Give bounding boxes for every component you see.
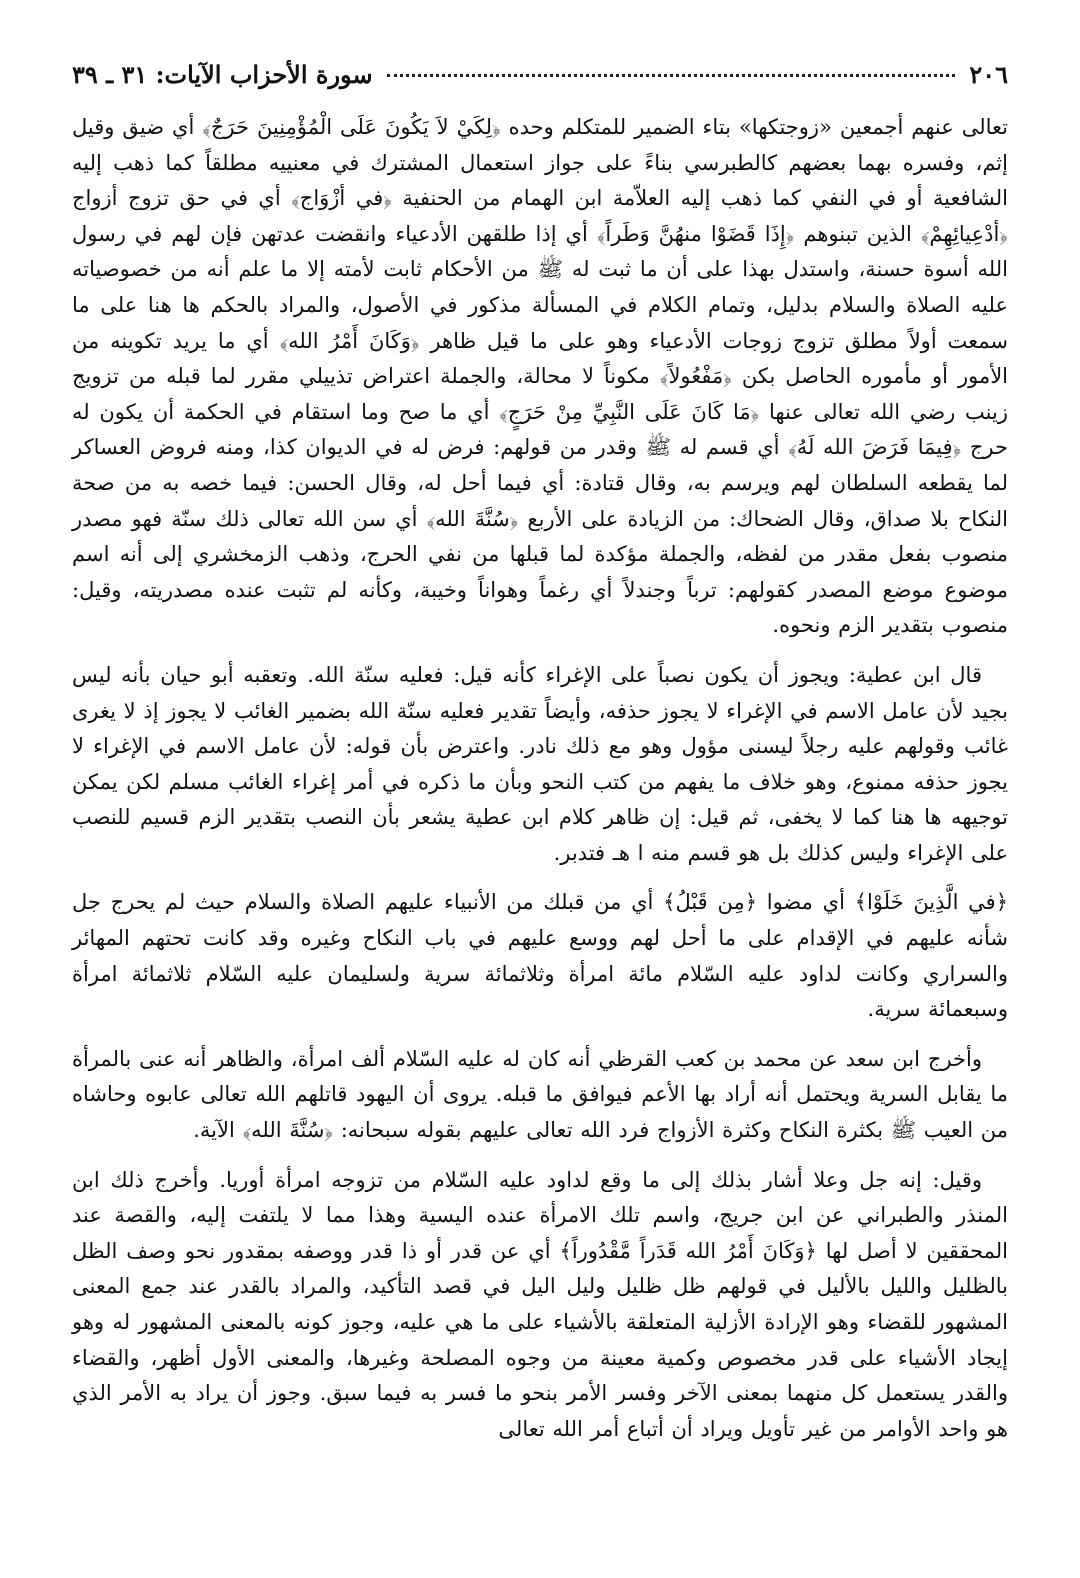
- page-number: ٢٠٦: [969, 60, 1008, 89]
- paragraph-2: قال ابن عطية: ويجوز أن يكون نصباً على الإغراء كأنه قيل: فعليه سنّة الله. وتعقبه أبو حيان بأنه ليس بجيد لأن عامل الاسم في الإغراء لا يجوز حذفه، وأيضاً تقدير فعليه سنّة الله بضمير الغائب لا يجوز إذ لا يغرى غائب وقولهم عليه رجلاً ليسنى مؤول وهو مع ذلك نادر. واعترض بأن قوله: لأن عامل الاسم في الإغراء لا يجوز حذفه ممنوع، وهو خلاف ما يفهم من كتب النحو وبأن ما ذكره في أمر إغراء الغائب مسلم لكن يمكن توجيهه ها هنا كما لا يخفى، ثم قيل: إن ظاهر كلام ابن عطية يشعر بأن النصب بتقدير الزم قسيم للنصب على الإغراء وليس كذلك بل هو قسم منه ا هـ فتدبر.: [72, 662, 1008, 865]
- running-header: [72, 60, 1008, 104]
- paragraph-5: وقيل: إنه جل وعلا أشار بذلك إلى ما وقع لداود عليه السّلام من تزوجه امرأة أوريا. وأخرج ذلك ابن المنذر والطبراني عن ابن جريج، واسم تلك الامرأة عنده اليسية وهذا مما لا يلتفت إليه، والقصة عند المحققين لا أصل لها ﴿وَكَانَ أَمْرُ الله قَدَراً مَّقْدُوراً﴾ أي عن قدر أو ذا قدر ووصفه بمقدور نحو وصف الظل بالظليل والليل بالأليل في قولهم ظل ظليل وليل اليل في قصد التأكيد، والمراد بالقدر عند جمع المعنى المشهور للقضاء وهو الإرادة الأزلية المتعلقة بالأشياء على ما هي عليه، وجوز كونه بالمعنى المشهور له وهو إيجاد الأشياء على قدر مخصوص وكمية معينة من وجوه المصلحة وغيرها، والمعنى الأول أظهر، والقضاء والقدر يستعمل كل منهما بمعنى الآخر وفسر الأمر بنحو ما فسر به فيما سبق. وجوز أن يراد به الأمر الذي هو واحد الأوامر من غير تأويل ويراد أن أتباع أمر الله تعالى: [72, 1167, 1008, 1441]
- paragraph-1: تعالى عنهم أجمعين «زوجتكها» بتاء الضمير للمتكلم وحده ﴿لِكَيْ لاَ يَكُونَ عَلَى الْمُؤْمِنِينَ حَرَجٌ﴾ أي ضيق وقيل إثم، وفسره بهما بعضهم كالطبرسي بناءً على جواز استعمال المشترك في معنييه مطلقاً كما ذهب إليه الشافعية أو في النفي كما ذهب إليه العلاّمة ابن الهمام من الحنفية ﴿في أزْوَاج﴾ أي في حق تزوج أزواج ﴿أدْعِيائِهِمْ﴾ الذين تبنوهم ﴿إِذَا قَضَوْا منهُنَّ وَطَراً﴾ أي إذا طلقهن الأدعياء وانقضت عدتهن فإن لهم في رسول الله أسوة حسنة، واستدل بهذا على أن ما ثبت له ﷺ من الأحكام ثابت لأمته إلا ما علم أنه من خصوصياته عليه الصلاة والسلام بدليل، وتمام الكلام في المسألة مذكور في الأصول، والمراد بالحكم ها هنا على ما سمعت أولاً مطلق تزوج زوجات الأدعياء وهو على ما قيل ظاهر ﴿وَكَانَ أَمْرُ الله﴾ أي ما يريد تكوينه من الأمور أو مأموره الحاصل بكن ﴿مَفْعُولاً﴾ مكوناً لا محالة، والجملة اعتراض تذييلي مقرر لما قبله من تزويج زينب رضي الله تعالى عنها ﴿مَا كَانَ عَلَى النَّبِيِّ مِنْ حَرَجٍ﴾ أي ما صح وما استقام في الحكمة أن يكون له حرج ﴿فِيمَا فَرَضَ الله لَهُ﴾ أي قسم له ﷺ وقدر من قولهم: فرض له في الديوان كذا، ومنه فروض العساكر لما يقطعه السلطان لهم ويرسم به، وقال قتادة: أي فيما أحل له، وقال الحسن: فيما خصه به من صحة النكاح بلا صداق، وقال الضحاك: من الزيادة على الأربع ﴿سُنَّةَ الله﴾ أي سن الله تعالى ذلك سنّة فهو مصدر منصوب بفعل مقدر من لفظه، والجملة مؤكدة لما قبلها من نفي الحرج، وذهب الزمخشري إلى أنه اسم موضوع موضع المصدر كقولهم: ترباً وجندلاً أي رغماً وهواناً وخيبة، وكأنه لم تثبت عنده مصدريته، وقيل: منصوب بتقدير الزم ونحوه.: [72, 115, 1008, 638]
- paragraph-3: ﴿في الَّذِينَ خَلَوْا﴾ أي مضوا ﴿مِن قَبْلُ﴾ أي من قبلك من الأنبياء عليهم الصلاة والسلام حيث لم يحرج جل شأنه عليهم في الإقدام على ما أحل لهم ووسع عليهم في باب النكاح وغيره وقد كانت تحتهم المهائر والسراري وكانت لداود عليه السّلام مائة امرأة وثلاثمائة سرية ولسليمان عليه السّلام ثلاثمائة امرأة وسبعمائة سرية.: [72, 890, 1008, 1022]
- paragraph-4: وأخرج ابن سعد عن محمد بن كعب القرظي أنه كان له عليه السّلام ألف امرأة، والظاهر أنه عنى بالمرأة ما يقابل السرية ويحتمل أنه أراد بها الأعم فيوافق ما قبله. يروى أن اليهود قاتلهم الله تعالى عابوه وحاشاه من العيب ﷺ بكثرة النكاح وكثرة الأزواج فرد الله تعالى عليهم بقوله سبحانه: ﴿سُنَّةَ الله﴾ الآية.: [72, 1046, 1008, 1143]
- surah-title: سورة الأحزاب الآيات: ٣١ ـ ٣٩: [72, 60, 373, 89]
- body-text: [72, 110, 1008, 1447]
- dotted-leader: [387, 74, 956, 77]
